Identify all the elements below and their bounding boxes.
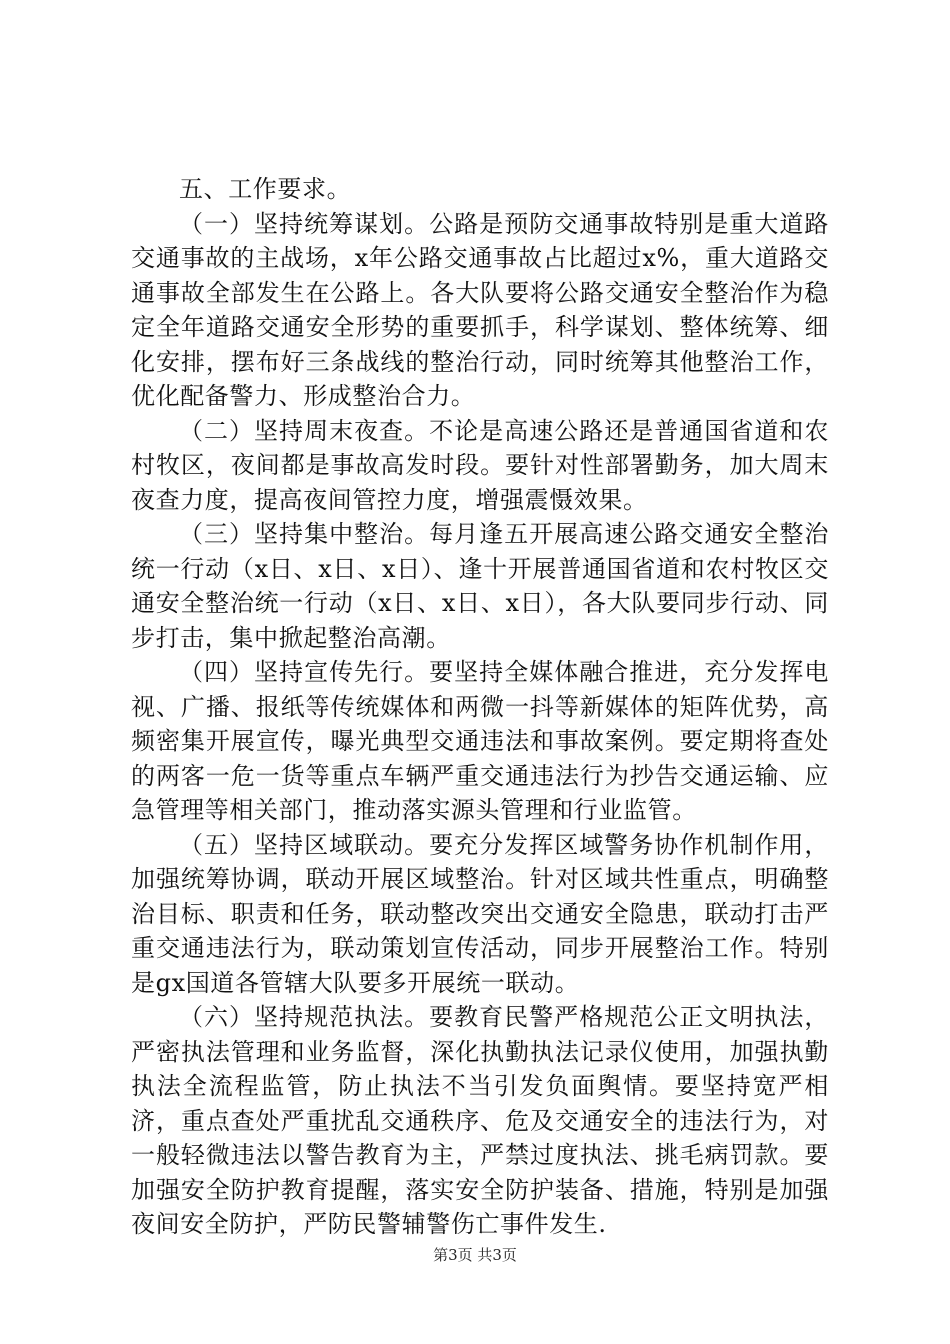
- paragraph-3: （三）坚持集中整治。每月逢五开展高速公路交通安全整治统一行动（x日、x日、x日）、逢十开展普通国省道和农村牧区交通安全整治统一行动（x日、x日、x日），各大队要同步行动、同步打击，集中掀起整治高潮。: [131, 520, 829, 652]
- paragraph-1: （一）坚持统筹谋划。公路是预防交通事故特别是重大道路交通事故的主战场，x年公路交通事故占比超过x%，重大道路交通事故全部发生在公路上。各大队要将公路交通安全整治作为稳定全年道路交通安全形势的重要抓手，科学谋划、整体统筹、细化安排，摆布好三条战线的整治行动，同时统筹其他整治工作，优化配备警力、形成整治合力。: [131, 209, 829, 410]
- paragraph-6: （六）坚持规范执法。要教育民警严格规范公正文明执法，严密执法管理和业务监督，深化执勤执法记录仪使用，加强执勤执法全流程监管，防止执法不当引发负面舆情。要坚持宽严相济，重点查处严重扰乱交通秩序、危及交通安全的违法行为，对一般轻微违法以警告教育为主，严禁过度执法、挑毛病罚款。要加强安全防护教育提醒，落实安全防护装备、措施，特别是加强夜间安全防护，严防民警辅警伤亡事件发生.: [131, 1003, 829, 1238]
- paragraph-4: （四）坚持宣传先行。要坚持全媒体融合推进，充分发挥电视、广播、报纸等传统媒体和两微一抖等新媒体的矩阵优势，高频密集开展宣传，曝光典型交通违法和事故案例。要定期将查处的两客一危一货等重点车辆严重交通违法行为抄告交通运输、应急管理等相关部门，推动落实源头管理和行业监管。: [131, 658, 829, 824]
- section-heading: 五、工作要求。: [179, 175, 352, 203]
- paragraph-5: （五）坚持区域联动。要充分发挥区域警务协作机制作用，加强统筹协调，联动开展区域整治。针对区域共性重点，明确整治目标、职责和任务，联动整改突出交通安全隐患，联动打击严重交通违法行为，联动策划宣传活动，同步开展整治工作。特别是gx国道各管辖大队要多开展统一联动。: [131, 830, 829, 997]
- page-footer: 第3页 共3页: [433, 1246, 517, 1264]
- document-body: [131, 172, 829, 1242]
- paragraph-2: （二）坚持周末夜查。不论是高速公路还是普通国省道和农村牧区，夜间都是事故高发时段。要针对性部署勤务，加大周末夜查力度，提高夜间管控力度，增强震慑效果。: [131, 416, 829, 514]
